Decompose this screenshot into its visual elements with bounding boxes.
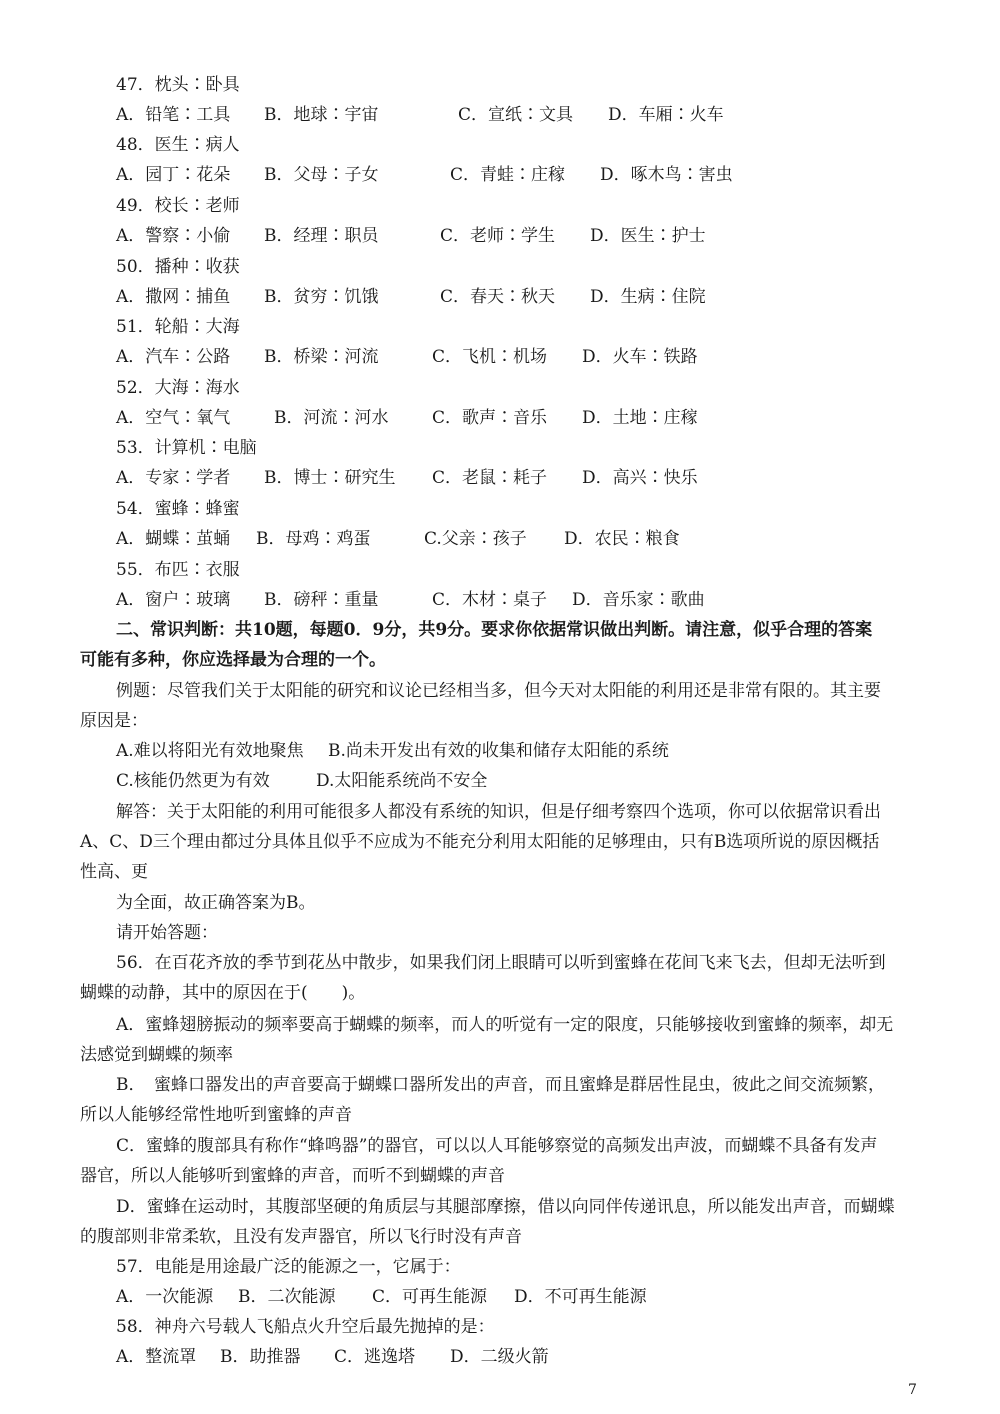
option: C．木材∶桌子 [432,590,548,610]
option: D.太阳能系统尚不安全 [316,771,488,791]
start-prompt: 请开始答题： [116,923,218,943]
option: A．园丁∶花朵 [116,165,231,185]
option: C．老鼠∶耗子 [432,468,548,488]
option: D．生病∶住院 [590,287,706,307]
question-stem: 55．布匹∶衣服 [116,560,240,580]
question-stem: 57．电能是用途最广泛的能源之一，它属于： [116,1257,461,1277]
option: A．撒网∶捕鱼 [116,287,231,307]
option: A．铅笔∶工具 [116,105,231,125]
option: C．老师∶学生 [440,226,556,246]
question-options [116,160,920,190]
question-options [116,221,920,251]
question-options [116,1342,920,1372]
answer-text-cont: A、C、D三个理由都过分具体且似乎不应成为不能充分利用太阳能的足够理由，只有B选项所说的原因概括 [80,832,880,852]
option: A．整流罩 [116,1347,197,1367]
option: A．蝴蝶∶茧蛹 [116,529,231,549]
option: C．青蛙∶庄稼 [450,165,566,185]
option-c: C．蜜蜂的腹部具有称作“蜂鸣器”的器官，可以以人耳能够察觉的高频发出声波，而蝴蝶不具备有发声 [116,1136,878,1156]
section-heading: 二、常识判断：共10题，每题0．9分，共9分。要求你依据常识做出判断。请注意，似乎合理的答案 [116,620,873,640]
question-stem: 52．大海∶海水 [116,378,240,398]
option: B.尚未开发出有效的收集和储存太阳能的系统 [328,741,669,761]
option-a: A．蜜蜂翅膀振动的频率要高于蝴蝶的频率，而人的听觉有一定的限度，只能够接收到蜜蜂的频率，却无 [116,1015,894,1035]
option: C．飞机∶机场 [432,347,548,367]
option: B．磅秤∶重量 [264,590,379,610]
page-number: 7 [908,1382,917,1398]
option: B．桥梁∶河流 [264,347,379,367]
question-stem: 50．播种∶收获 [116,257,240,277]
option: B．地球∶宇宙 [264,105,379,125]
option-a-cont: 法感觉到蝴蝶的频率 [80,1045,233,1065]
option: A．汽车∶公路 [116,347,231,367]
option: B．河流∶河水 [274,408,389,428]
question-options [116,524,920,554]
option: C．逃逸塔 [334,1347,416,1367]
option-d: D．蜜蜂在运动时，其腹部坚硬的角质层与其腿部摩擦，借以向同伴传递讯息，所以能发出声音，而蝴蝶 [116,1197,895,1217]
option: B．助推器 [220,1347,301,1367]
option: D．土地∶庄稼 [582,408,698,428]
option: D．音乐家∶歌曲 [572,590,705,610]
option: D．农民∶粮食 [564,529,680,549]
option: B．母鸡∶鸡蛋 [256,529,371,549]
option: A.难以将阳光有效地聚焦 [116,741,304,761]
question-options [116,463,920,493]
option: A．警察∶小偷 [116,226,231,246]
option: B．经理∶职员 [264,226,379,246]
section-heading-cont: 可能有多种，你应选择最为合理的一个。 [80,650,386,670]
option: B．贫穷∶饥饿 [264,287,379,307]
question-stem: 51．轮船∶大海 [116,317,240,337]
question-options [116,585,920,615]
option: C．可再生能源 [372,1287,488,1307]
option: A．窗户∶玻璃 [116,590,231,610]
option: C．宣纸∶文具 [458,105,574,125]
option: B．博士∶研究生 [264,468,396,488]
question-stem: 49．校长∶老师 [116,196,240,216]
question-stem: 56．在百花齐放的季节到花丛中散步，如果我们闭上眼睛可以听到蜜蜂在花间飞来飞去，但却无法听到 [116,953,886,973]
question-stem: 47．枕头∶卧具 [116,75,240,95]
option: A．一次能源 [116,1287,214,1307]
option-b: B． 蜜蜂口器发出的声音要高于蝴蝶口器所发出的声音，而且蜜蜂是群居性昆虫，彼此之间交流频繁， [116,1075,885,1095]
option: B．二次能源 [238,1287,336,1307]
option-c-cont: 器官，所以人能够听到蜜蜂的声音，而听不到蝴蝶的声音 [80,1166,505,1186]
option: B．父母∶子女 [264,165,379,185]
example-options [116,766,920,796]
option: D．火车∶铁路 [582,347,698,367]
example-text: 例题：尽管我们关于太阳能的研究和议论已经相当多，但今天对太阳能的利用还是非常有限的。其主要 [116,681,881,701]
question-stem: 53．计算机∶电脑 [116,438,257,458]
option: C．春天∶秋天 [440,287,556,307]
option-d-cont: 的腹部则非常柔软，且没有发声器官，所以飞行时没有声音 [80,1227,522,1247]
option: C.核能仍然更为有效 [116,771,270,791]
option: C．歌声∶音乐 [432,408,548,428]
option: D．高兴∶快乐 [582,468,698,488]
option: D．二级火箭 [450,1347,549,1367]
option: D．不可再生能源 [514,1287,647,1307]
example-text-cont: 原因是： [80,711,148,731]
option: D．医生∶护士 [590,226,706,246]
option: D．啄木鸟∶害虫 [600,165,733,185]
question-options [116,403,920,433]
option-b-cont: 所以人能够经常性地听到蜜蜂的声音 [80,1105,352,1125]
option: A．空气∶氧气 [116,408,231,428]
answer-text: 解答：关于太阳能的利用可能很多人都没有系统的知识，但是仔细考察四个选项，你可以依据常识看出 [116,802,881,822]
question-options [116,282,920,312]
question-stem: 48．医生∶病人 [116,135,240,155]
option: A．专家∶学者 [116,468,231,488]
question-options [116,1282,920,1312]
option: C.父亲∶孩子 [424,529,527,549]
question-stem: 54．蜜蜂∶蜂蜜 [116,499,240,519]
example-options [116,736,920,766]
question-stem: 58．神舟六号载人飞船点火升空后最先抛掉的是： [116,1317,495,1337]
answer-text-cont: 性高、更 [80,862,148,882]
option: D．车厢∶火车 [608,105,724,125]
question-options [116,100,920,130]
question-stem-cont: 蝴蝶的动静，其中的原因在于( )。 [80,983,366,1003]
question-options [116,342,920,372]
answer-text-cont: 为全面，故正确答案为B。 [116,893,316,913]
